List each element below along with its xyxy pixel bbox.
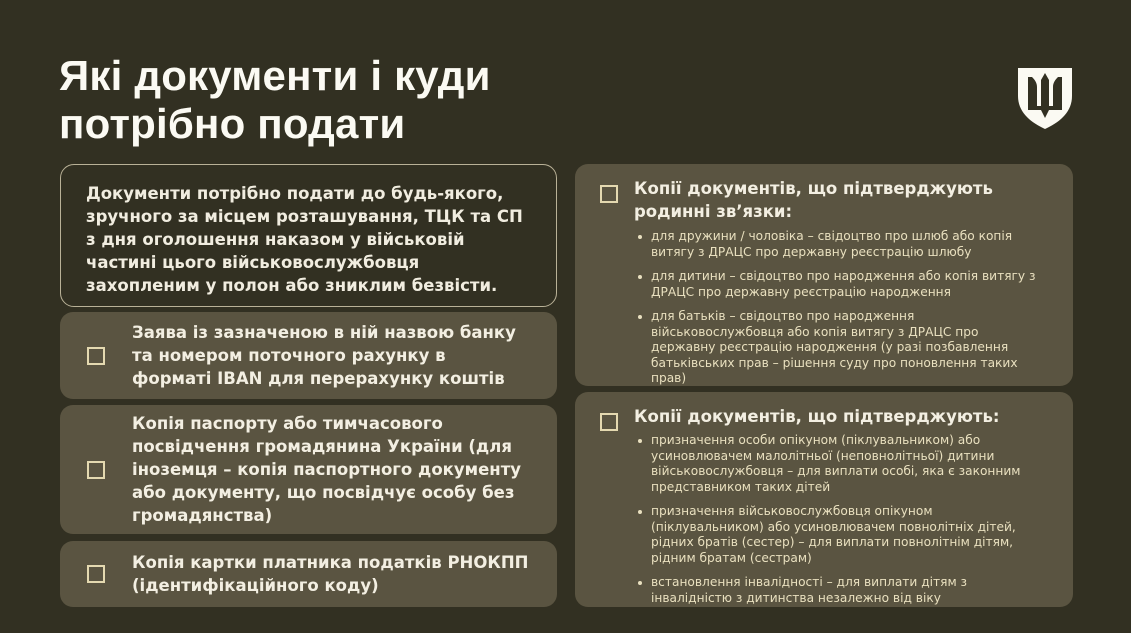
document-card-tax-id	[60, 541, 557, 607]
checkbox-icon[interactable]	[87, 565, 105, 583]
text-line: Копія картки платника податків РНОКПП	[132, 553, 529, 572]
card-heading-text	[634, 405, 1000, 428]
list-item	[637, 309, 1053, 387]
text-line: для дружини / чоловіка – свідоцтво про шлюб або копія	[651, 229, 1013, 243]
text-line: державну реєстрацію народження (у разі позбавлення	[651, 340, 1009, 354]
info-line: Документи потрібно подати до будь-якого,	[86, 184, 504, 203]
text-line: представником таких дітей	[651, 479, 831, 494]
document-card-bank-application	[60, 312, 557, 399]
list-item	[637, 433, 1053, 495]
list-item	[637, 504, 1053, 566]
text-line: прав)	[651, 371, 687, 385]
card-heading	[600, 177, 1053, 223]
checkbox-icon[interactable]	[600, 413, 618, 431]
text-line: інвалідністю з дитинства незалежно від віку	[651, 590, 941, 605]
text-line: Копія паспорту або тимчасового	[132, 414, 443, 433]
info-line: частині цього військовослужбовця	[86, 253, 420, 272]
text-line: або документу, що посвідчує особу без	[132, 483, 515, 502]
bullet-list	[637, 229, 1053, 387]
info-line: захопленим у полон або зниклим безвісти.	[86, 276, 498, 295]
text-line: Копії документів, що підтверджують	[634, 179, 993, 198]
text-line: Копії документів, що підтверджують:	[634, 407, 1000, 426]
text-line: рідних братів (сестер) – для виплати повнолітнім дітям,	[651, 535, 1014, 549]
text-line: військовослужбовця або копія витягу з ДРАЦС про	[651, 324, 979, 339]
text-line: ДРАЦС про державну реєстрацію народження	[651, 284, 951, 299]
checkbox-icon[interactable]	[87, 347, 105, 365]
bullet-list	[637, 433, 1053, 606]
text-line: іноземця – копія паспортного документу	[132, 460, 522, 479]
text-line: витягу з ДРАЦС про державну реєстрацію шлюбу	[651, 244, 972, 259]
list-item	[637, 269, 1053, 300]
text-line: (ідентифікаційного коду)	[132, 576, 379, 595]
document-card-text	[132, 321, 516, 390]
info-line: з дня оголошення наказом у військовій	[86, 230, 465, 249]
text-line: громадянства)	[132, 506, 273, 525]
text-line: посвідчення громадянина України (для	[132, 437, 512, 456]
text-line: родинні зв’язки:	[634, 202, 793, 221]
text-line: та номером поточного рахунку в	[132, 346, 446, 365]
document-card-text	[132, 551, 528, 597]
text-line: для дитини – свідоцтво про народження або копія витягу з	[651, 269, 1036, 283]
text-line: військовослужбовця – для виплати особі, яка є законним	[651, 464, 1021, 478]
trident-shield-icon	[1016, 66, 1074, 130]
document-card-text	[132, 412, 521, 527]
info-box	[60, 164, 557, 307]
text-line: батьківських прав – рішення суду про поновлення таких	[651, 355, 1018, 370]
text-line: для батьків – свідоцтво про народження	[651, 309, 915, 323]
text-line: усиновлювачем малолітньої (неповнолітньої) дитини	[651, 448, 995, 463]
card-heading	[600, 405, 1053, 431]
checkbox-icon[interactable]	[87, 461, 105, 479]
text-line: форматі IBAN для перерахунку коштів	[132, 369, 505, 388]
text-line: призначення військовослужбовця опікуном	[651, 504, 933, 518]
document-card-passport	[60, 405, 557, 534]
text-line: встановлення інвалідності – для виплати дітям з	[651, 575, 967, 589]
list-item	[637, 229, 1053, 260]
checkbox-icon[interactable]	[600, 185, 618, 203]
page-title-line: Які документи і куди	[59, 52, 491, 99]
list-item	[637, 575, 1053, 606]
card-heading-text	[634, 177, 993, 223]
text-line: рідним братам (сестрам)	[651, 550, 812, 565]
info-line: зручного за місцем розташування, ТЦК та СП	[86, 207, 523, 226]
text-line: (піклувальником) або усиновлювачем повнолітніх дітей,	[651, 519, 1016, 534]
page-title-line: потрібно подати	[59, 100, 406, 147]
document-card-family-ties	[575, 164, 1073, 386]
text-line: призначення особи опікуном (піклувальником) або	[651, 433, 981, 447]
document-card-guardianship	[575, 392, 1073, 607]
page-title	[59, 52, 491, 148]
text-line: Заява із зазначеною в ній назвою банку	[132, 323, 516, 342]
